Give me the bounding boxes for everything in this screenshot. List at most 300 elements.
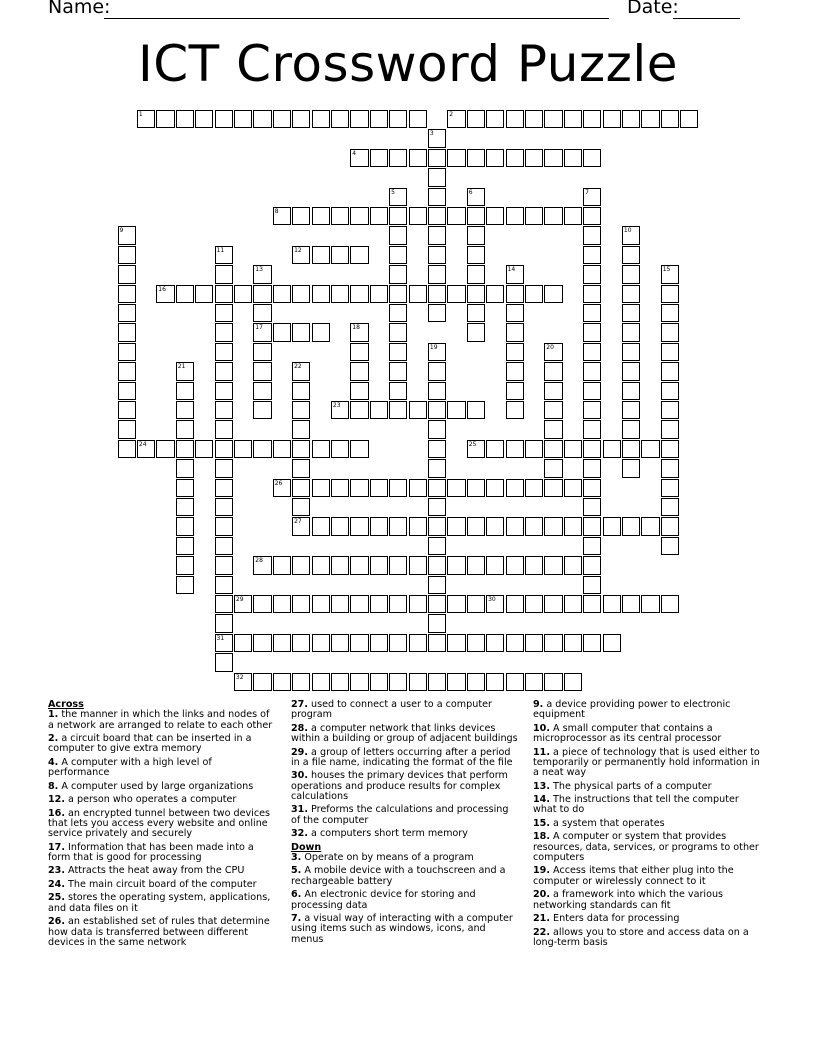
grid-cell[interactable] [583, 265, 601, 283]
grid-cell[interactable] [234, 634, 252, 652]
grid-cell[interactable] [253, 673, 271, 691]
grid-cell[interactable] [331, 595, 349, 613]
grid-cell-input[interactable] [177, 518, 193, 534]
grid-cell-input[interactable] [313, 674, 329, 690]
grid-cell[interactable] [312, 323, 330, 341]
grid-cell[interactable] [253, 285, 271, 303]
grid-cell[interactable] [137, 440, 155, 458]
grid-cell[interactable] [486, 207, 504, 225]
grid-cell-input[interactable] [448, 111, 464, 127]
grid-cell-input[interactable] [351, 441, 367, 457]
grid-cell[interactable] [583, 343, 601, 361]
grid-cell-input[interactable] [584, 518, 600, 534]
grid-cell[interactable] [253, 343, 271, 361]
grid-cell[interactable] [583, 479, 601, 497]
grid-cell-input[interactable] [487, 208, 503, 224]
grid-cell-input[interactable] [332, 402, 348, 418]
grid-cell-input[interactable] [157, 286, 173, 302]
grid-cell[interactable] [467, 149, 485, 167]
grid-cell-input[interactable] [623, 305, 639, 321]
grid-cell[interactable] [215, 246, 233, 264]
grid-cell-input[interactable] [138, 441, 154, 457]
grid-cell-input[interactable] [448, 402, 464, 418]
grid-cell-input[interactable] [254, 596, 270, 612]
grid-cell[interactable] [506, 285, 524, 303]
grid-cell[interactable] [331, 401, 349, 419]
grid-cell-input[interactable] [565, 150, 581, 166]
grid-cell-input[interactable] [351, 247, 367, 263]
grid-cell[interactable] [370, 479, 388, 497]
grid-cell-input[interactable] [390, 286, 406, 302]
grid-cell-input[interactable] [468, 266, 484, 282]
grid-cell[interactable] [428, 440, 446, 458]
grid-cell-input[interactable] [216, 286, 232, 302]
grid-cell[interactable] [253, 401, 271, 419]
grid-cell[interactable] [118, 265, 136, 283]
grid-cell-input[interactable] [390, 402, 406, 418]
grid-cell-input[interactable] [507, 208, 523, 224]
grid-cell[interactable] [506, 304, 524, 322]
grid-cell[interactable] [234, 110, 252, 128]
grid-cell[interactable] [273, 285, 291, 303]
grid-cell[interactable] [506, 556, 524, 574]
grid-cell-input[interactable] [623, 344, 639, 360]
grid-cell[interactable] [428, 634, 446, 652]
grid-cell-input[interactable] [119, 324, 135, 340]
grid-cell[interactable] [234, 673, 252, 691]
grid-cell[interactable] [428, 362, 446, 380]
grid-cell-input[interactable] [293, 460, 309, 476]
grid-cell[interactable] [253, 362, 271, 380]
grid-cell-input[interactable] [351, 402, 367, 418]
grid-cell-input[interactable] [332, 596, 348, 612]
grid-cell-input[interactable] [274, 480, 290, 496]
grid-cell[interactable] [525, 517, 543, 535]
grid-cell[interactable] [467, 479, 485, 497]
grid-cell-input[interactable] [623, 596, 639, 612]
grid-cell-input[interactable] [584, 499, 600, 515]
grid-cell-input[interactable] [254, 383, 270, 399]
grid-cell-input[interactable] [196, 111, 212, 127]
grid-cell[interactable] [622, 285, 640, 303]
grid-cell[interactable] [215, 304, 233, 322]
grid-cell[interactable] [273, 595, 291, 613]
grid-cell[interactable] [292, 459, 310, 477]
grid-cell-input[interactable] [526, 150, 542, 166]
grid-cell-input[interactable] [545, 383, 561, 399]
grid-cell[interactable] [234, 595, 252, 613]
grid-cell-input[interactable] [429, 305, 445, 321]
grid-cell-input[interactable] [623, 518, 639, 534]
grid-cell-input[interactable] [507, 111, 523, 127]
grid-cell[interactable] [118, 401, 136, 419]
grid-cell-input[interactable] [487, 635, 503, 651]
grid-cell-input[interactable] [216, 421, 232, 437]
grid-cell-input[interactable] [274, 208, 290, 224]
grid-cell-input[interactable] [313, 441, 329, 457]
grid-cell[interactable] [467, 323, 485, 341]
grid-cell-input[interactable] [177, 363, 193, 379]
grid-cell[interactable] [661, 440, 679, 458]
grid-cell[interactable] [622, 595, 640, 613]
grid-cell-input[interactable] [584, 208, 600, 224]
grid-cell-input[interactable] [313, 286, 329, 302]
grid-cell[interactable] [176, 420, 194, 438]
grid-cell[interactable] [525, 149, 543, 167]
grid-cell[interactable] [544, 149, 562, 167]
grid-cell-input[interactable] [565, 674, 581, 690]
grid-cell-input[interactable] [468, 286, 484, 302]
grid-cell-input[interactable] [410, 402, 426, 418]
grid-cell[interactable] [506, 265, 524, 283]
grid-cell[interactable] [486, 479, 504, 497]
grid-cell-input[interactable] [584, 189, 600, 205]
grid-cell-input[interactable] [623, 286, 639, 302]
grid-cell-input[interactable] [293, 518, 309, 534]
grid-cell-input[interactable] [468, 111, 484, 127]
grid-cell[interactable] [118, 343, 136, 361]
grid-cell[interactable] [544, 401, 562, 419]
grid-cell[interactable] [389, 304, 407, 322]
grid-cell-input[interactable] [545, 480, 561, 496]
grid-cell-input[interactable] [254, 286, 270, 302]
grid-cell[interactable] [661, 479, 679, 497]
grid-cell-input[interactable] [216, 305, 232, 321]
grid-cell-input[interactable] [526, 480, 542, 496]
grid-cell-input[interactable] [487, 111, 503, 127]
grid-cell-input[interactable] [293, 441, 309, 457]
grid-cell[interactable] [428, 226, 446, 244]
grid-cell[interactable] [447, 149, 465, 167]
grid-cell[interactable] [622, 323, 640, 341]
grid-cell[interactable] [583, 517, 601, 535]
grid-cell[interactable] [370, 673, 388, 691]
grid-cell-input[interactable] [216, 363, 232, 379]
grid-cell[interactable] [428, 498, 446, 516]
grid-cell[interactable] [661, 420, 679, 438]
grid-cell-input[interactable] [662, 538, 678, 554]
grid-cell-input[interactable] [351, 674, 367, 690]
grid-cell-input[interactable] [371, 402, 387, 418]
grid-cell-input[interactable] [468, 305, 484, 321]
grid-cell[interactable] [350, 556, 368, 574]
grid-cell[interactable] [544, 556, 562, 574]
grid-cell[interactable] [622, 362, 640, 380]
grid-cell-input[interactable] [332, 674, 348, 690]
grid-cell-input[interactable] [662, 111, 678, 127]
grid-cell[interactable] [215, 614, 233, 632]
grid-cell-input[interactable] [429, 674, 445, 690]
grid-cell[interactable] [564, 556, 582, 574]
grid-cell[interactable] [447, 595, 465, 613]
grid-cell-input[interactable] [390, 305, 406, 321]
grid-cell-input[interactable] [623, 441, 639, 457]
grid-cell[interactable] [312, 556, 330, 574]
grid-cell[interactable] [641, 440, 659, 458]
grid-cell-input[interactable] [313, 518, 329, 534]
grid-cell-input[interactable] [216, 635, 232, 651]
grid-cell-input[interactable] [332, 635, 348, 651]
grid-cell-input[interactable] [177, 460, 193, 476]
grid-cell-input[interactable] [662, 344, 678, 360]
grid-cell-input[interactable] [662, 363, 678, 379]
grid-cell[interactable] [447, 634, 465, 652]
grid-cell-input[interactable] [216, 480, 232, 496]
grid-cell-input[interactable] [332, 518, 348, 534]
grid-cell-input[interactable] [662, 266, 678, 282]
grid-cell[interactable] [389, 226, 407, 244]
grid-cell[interactable] [350, 479, 368, 497]
grid-cell[interactable] [544, 673, 562, 691]
grid-cell-input[interactable] [313, 480, 329, 496]
grid-cell[interactable] [486, 149, 504, 167]
grid-cell-input[interactable] [390, 227, 406, 243]
grid-cell-input[interactable] [662, 383, 678, 399]
grid-cell-input[interactable] [565, 518, 581, 534]
grid-cell[interactable] [118, 285, 136, 303]
grid-cell-input[interactable] [119, 286, 135, 302]
grid-cell-input[interactable] [429, 227, 445, 243]
grid-cell-input[interactable] [584, 305, 600, 321]
grid-cell-input[interactable] [507, 266, 523, 282]
grid-cell-input[interactable] [410, 635, 426, 651]
grid-cell-input[interactable] [235, 674, 251, 690]
grid-cell[interactable] [467, 226, 485, 244]
grid-cell-input[interactable] [448, 557, 464, 573]
grid-cell[interactable] [506, 323, 524, 341]
grid-cell[interactable] [215, 459, 233, 477]
grid-cell[interactable] [253, 382, 271, 400]
grid-cell[interactable] [583, 595, 601, 613]
grid-cell[interactable] [292, 673, 310, 691]
grid-cell[interactable] [622, 401, 640, 419]
grid-cell[interactable] [564, 634, 582, 652]
grid-cell[interactable] [583, 323, 601, 341]
grid-cell[interactable] [253, 556, 271, 574]
grid-cell-input[interactable] [390, 344, 406, 360]
grid-cell[interactable] [273, 440, 291, 458]
grid-cell-input[interactable] [487, 441, 503, 457]
grid-cell[interactable] [176, 556, 194, 574]
grid-cell-input[interactable] [371, 557, 387, 573]
grid-cell[interactable] [350, 149, 368, 167]
grid-cell[interactable] [428, 285, 446, 303]
grid-cell[interactable] [389, 673, 407, 691]
grid-cell-input[interactable] [623, 111, 639, 127]
grid-cell-input[interactable] [429, 266, 445, 282]
grid-cell-input[interactable] [468, 189, 484, 205]
grid-cell[interactable] [603, 110, 621, 128]
grid-cell-input[interactable] [371, 674, 387, 690]
grid-cell-input[interactable] [216, 266, 232, 282]
grid-cell-input[interactable] [390, 557, 406, 573]
grid-cell[interactable] [564, 440, 582, 458]
grid-cell[interactable] [428, 265, 446, 283]
grid-cell-input[interactable] [507, 402, 523, 418]
grid-cell[interactable] [564, 207, 582, 225]
grid-cell-input[interactable] [177, 111, 193, 127]
grid-cell[interactable] [506, 149, 524, 167]
grid-cell-input[interactable] [545, 441, 561, 457]
grid-cell[interactable] [292, 362, 310, 380]
grid-cell[interactable] [622, 440, 640, 458]
grid-cell-input[interactable] [623, 460, 639, 476]
grid-cell[interactable] [467, 188, 485, 206]
grid-cell[interactable] [176, 498, 194, 516]
grid-cell-input[interactable] [584, 324, 600, 340]
grid-cell-input[interactable] [235, 441, 251, 457]
grid-cell-input[interactable] [390, 189, 406, 205]
grid-cell[interactable] [156, 110, 174, 128]
grid-cell-input[interactable] [584, 227, 600, 243]
grid-cell[interactable] [428, 556, 446, 574]
grid-cell[interactable] [447, 673, 465, 691]
grid-cell[interactable] [389, 401, 407, 419]
grid-cell[interactable] [389, 265, 407, 283]
grid-cell[interactable] [118, 246, 136, 264]
grid-cell-input[interactable] [545, 557, 561, 573]
grid-cell-input[interactable] [313, 557, 329, 573]
grid-cell-input[interactable] [254, 402, 270, 418]
grid-cell[interactable] [428, 401, 446, 419]
grid-cell-input[interactable] [216, 615, 232, 631]
grid-cell-input[interactable] [507, 286, 523, 302]
grid-cell[interactable] [215, 517, 233, 535]
grid-cell-input[interactable] [410, 480, 426, 496]
grid-cell[interactable] [622, 304, 640, 322]
grid-cell-input[interactable] [371, 208, 387, 224]
grid-cell-input[interactable] [429, 150, 445, 166]
grid-cell[interactable] [583, 556, 601, 574]
grid-cell[interactable] [292, 382, 310, 400]
grid-cell[interactable] [544, 362, 562, 380]
grid-cell-input[interactable] [351, 383, 367, 399]
grid-cell-input[interactable] [526, 286, 542, 302]
grid-cell-input[interactable] [545, 402, 561, 418]
grid-cell[interactable] [506, 634, 524, 652]
grid-cell-input[interactable] [507, 635, 523, 651]
grid-cell-input[interactable] [662, 286, 678, 302]
grid-cell[interactable] [389, 110, 407, 128]
grid-cell-input[interactable] [468, 150, 484, 166]
grid-cell-input[interactable] [216, 596, 232, 612]
grid-cell-input[interactable] [119, 247, 135, 263]
grid-cell[interactable] [486, 440, 504, 458]
grid-cell[interactable] [486, 517, 504, 535]
grid-cell[interactable] [389, 323, 407, 341]
grid-cell-input[interactable] [604, 111, 620, 127]
grid-cell-input[interactable] [662, 518, 678, 534]
grid-cell-input[interactable] [293, 596, 309, 612]
grid-cell-input[interactable] [390, 324, 406, 340]
grid-cell[interactable] [525, 110, 543, 128]
grid-cell-input[interactable] [507, 363, 523, 379]
grid-cell[interactable] [428, 537, 446, 555]
grid-cell[interactable] [331, 285, 349, 303]
grid-cell[interactable] [544, 110, 562, 128]
grid-cell-input[interactable] [410, 150, 426, 166]
grid-cell[interactable] [292, 556, 310, 574]
grid-cell[interactable] [331, 110, 349, 128]
grid-cell-input[interactable] [584, 538, 600, 554]
grid-cell[interactable] [389, 246, 407, 264]
grid-cell[interactable] [409, 479, 427, 497]
grid-cell-input[interactable] [351, 286, 367, 302]
grid-cell[interactable] [467, 634, 485, 652]
grid-cell-input[interactable] [584, 421, 600, 437]
grid-cell[interactable] [583, 382, 601, 400]
grid-cell[interactable] [506, 401, 524, 419]
grid-cell-input[interactable] [448, 518, 464, 534]
grid-cell[interactable] [447, 285, 465, 303]
grid-cell-input[interactable] [410, 674, 426, 690]
grid-cell[interactable] [176, 459, 194, 477]
grid-cell[interactable] [544, 285, 562, 303]
grid-cell-input[interactable] [507, 324, 523, 340]
grid-cell[interactable] [253, 304, 271, 322]
grid-cell-input[interactable] [119, 305, 135, 321]
grid-cell-input[interactable] [545, 596, 561, 612]
grid-cell-input[interactable] [565, 480, 581, 496]
grid-cell[interactable] [215, 382, 233, 400]
grid-cell-input[interactable] [390, 383, 406, 399]
grid-cell-input[interactable] [662, 305, 678, 321]
grid-cell-input[interactable] [274, 557, 290, 573]
grid-cell-input[interactable] [351, 111, 367, 127]
grid-cell[interactable] [350, 517, 368, 535]
grid-cell[interactable] [661, 595, 679, 613]
grid-cell-input[interactable] [584, 266, 600, 282]
grid-cell-input[interactable] [293, 402, 309, 418]
grid-cell-input[interactable] [390, 266, 406, 282]
grid-cell[interactable] [467, 517, 485, 535]
grid-cell-input[interactable] [332, 208, 348, 224]
grid-cell[interactable] [428, 382, 446, 400]
grid-cell-input[interactable] [662, 324, 678, 340]
grid-cell[interactable] [447, 401, 465, 419]
grid-cell[interactable] [583, 498, 601, 516]
grid-cell[interactable] [389, 343, 407, 361]
grid-cell-input[interactable] [390, 596, 406, 612]
grid-cell[interactable] [370, 285, 388, 303]
grid-cell-input[interactable] [254, 324, 270, 340]
grid-cell[interactable] [389, 362, 407, 380]
grid-cell-input[interactable] [254, 635, 270, 651]
grid-cell[interactable] [622, 226, 640, 244]
grid-cell-input[interactable] [371, 286, 387, 302]
grid-cell-input[interactable] [487, 480, 503, 496]
grid-cell-input[interactable] [390, 150, 406, 166]
grid-cell-input[interactable] [468, 596, 484, 612]
grid-cell-input[interactable] [468, 208, 484, 224]
grid-cell[interactable] [156, 440, 174, 458]
grid-cell[interactable] [292, 207, 310, 225]
grid-cell[interactable] [234, 440, 252, 458]
grid-cell[interactable] [525, 556, 543, 574]
grid-cell[interactable] [564, 673, 582, 691]
grid-cell-input[interactable] [545, 208, 561, 224]
grid-cell[interactable] [389, 595, 407, 613]
grid-cell-input[interactable] [351, 480, 367, 496]
grid-cell-input[interactable] [390, 480, 406, 496]
grid-cell[interactable] [428, 207, 446, 225]
grid-cell-input[interactable] [371, 150, 387, 166]
grid-cell[interactable] [544, 479, 562, 497]
grid-cell-input[interactable] [254, 111, 270, 127]
grid-cell[interactable] [350, 440, 368, 458]
grid-cell[interactable] [428, 479, 446, 497]
grid-cell[interactable] [215, 362, 233, 380]
